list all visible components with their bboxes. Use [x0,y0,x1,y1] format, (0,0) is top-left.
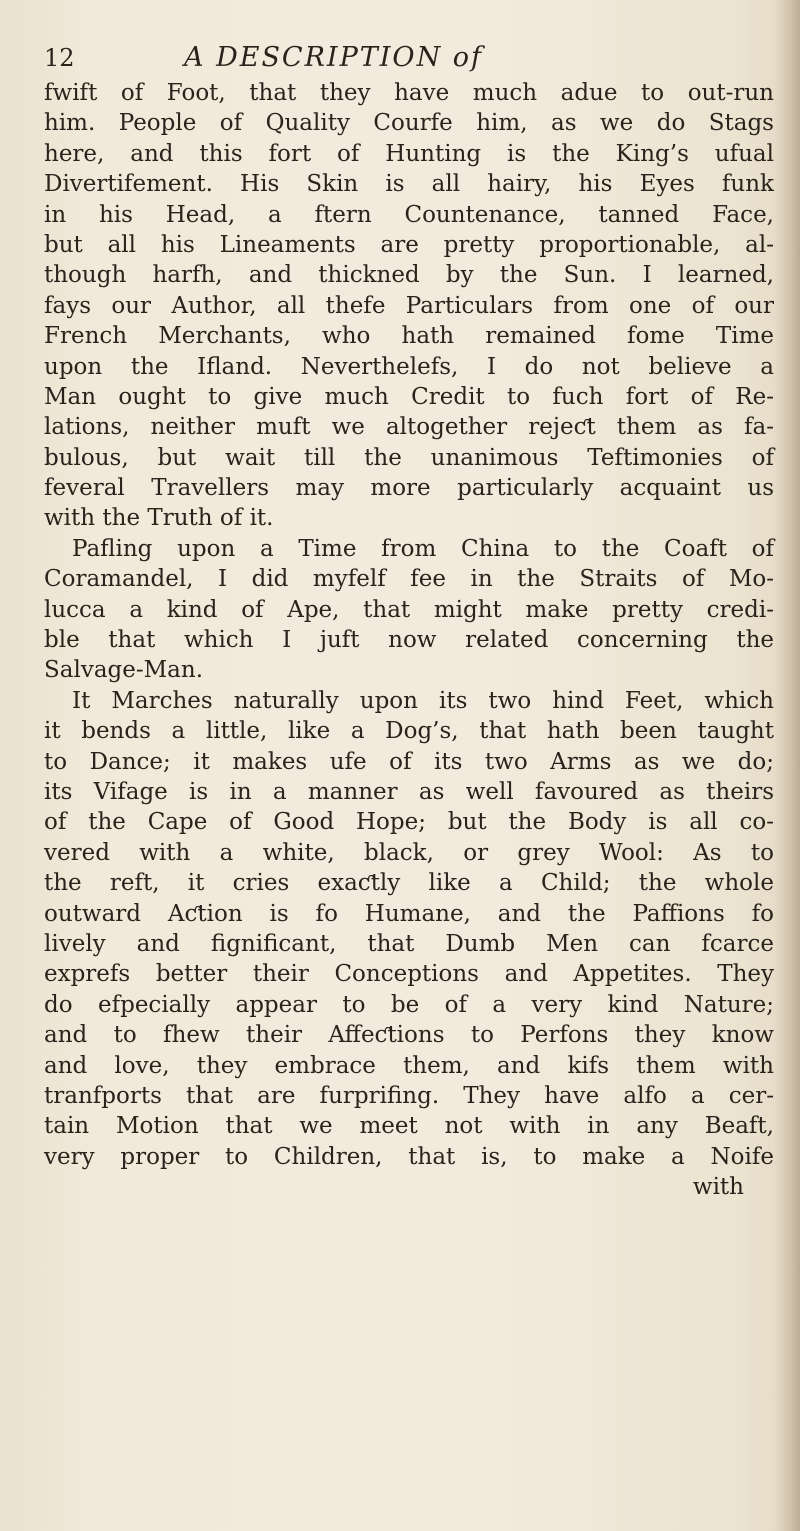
text-line: French Merchants, who hath remained fome Time [44,323,774,350]
text-line: exprefs better their Conceptions and Appetites. They [44,961,774,988]
text-line: fays our Author, all thefe Particulars from one of our [44,292,774,319]
page-edge-shadow [774,0,800,1531]
text-line: but all his Lineaments are pretty proportionable, al- [44,231,774,258]
page-number: 12 [44,44,75,72]
text-line: fwift of Foot, that they have much adue to out-run [44,80,774,106]
text-line: lucca a kind of Ape, that might make pretty credi- [44,596,774,623]
text-line: tain Motion that we meet not with in any Beaft, [44,1113,774,1140]
text-line: It Marches naturally upon its two hind Feet, which [72,687,774,714]
text-line: of the Cape of Good Hope; but the Body is all co- [44,809,774,836]
text-line: its Vifage is in a manner as well favoured as theirs [44,778,774,805]
text-line: and to fhew their Affeƈtions to Perfons they know [44,1022,774,1049]
text-line: Pafling upon a Time from China to the Coaft of [72,535,774,562]
text-line: feveral Travellers may more particularly acquaint us [44,475,774,502]
text-line: outward Aƈtion is fo Humane, and the Paffions fo [44,900,774,927]
text-line: lations, neither muft we altogether rejeƈt them as fa- [44,414,774,441]
text-line: here, and this fort of Hunting is the King’s ufual [44,140,774,167]
text-line: Man ought to give much Credit to fuch fort of Re- [44,383,774,410]
text-line: Divertifement. His Skin is all hairy, his Eyes funk [44,171,774,198]
text-line: though harfh, and thickned by the Sun. I learned, [44,262,774,289]
page-header [44,40,744,76]
text-line: Coramandel, I did myfelf fee in the Straits of Mo- [44,566,774,593]
text-line: in his Head, a ftern Countenance, tanned Face, [44,201,774,228]
text-line: upon the Ifland. Neverthelefs, I do not believe a [44,353,774,380]
text-line: him. People of Quality Courfe him, as we do Stags [44,110,774,137]
text-line: with the Truth of it. [44,505,274,532]
text-line: vered with a white, black, or grey Wool: As to [44,839,774,866]
text-line: and love, they embrace them, and kifs them with [44,1052,774,1079]
text-line: ble that which I juft now related concerning the [44,627,774,654]
text-line: tranfports that are furprifing. They have alfo a cer- [44,1082,774,1109]
text-line: it bends a little, like a Dog’s, that hath been taught [44,718,774,745]
text-line: the reft, it cries exaƈtly like a Child; the whole [44,870,774,897]
running-head: A DESCRIPTION of [184,42,484,73]
text-line: Salvage-Man. [44,657,204,684]
text-line: very proper to Children, that is, to make a Noife [44,1143,774,1170]
text-line: lively and fignificant, that Dumb Men can fcarce [44,930,774,957]
catchword: with [692,1174,744,1201]
text-line: do efpecially appear to be of a very kind Nature; [44,991,774,1018]
text-line: bulous, but wait till the unanimous Teftimonies of [44,444,774,471]
body-text [44,78,774,1202]
text-line: to Dance; it makes ufe of its two Arms as we do; [44,748,774,775]
